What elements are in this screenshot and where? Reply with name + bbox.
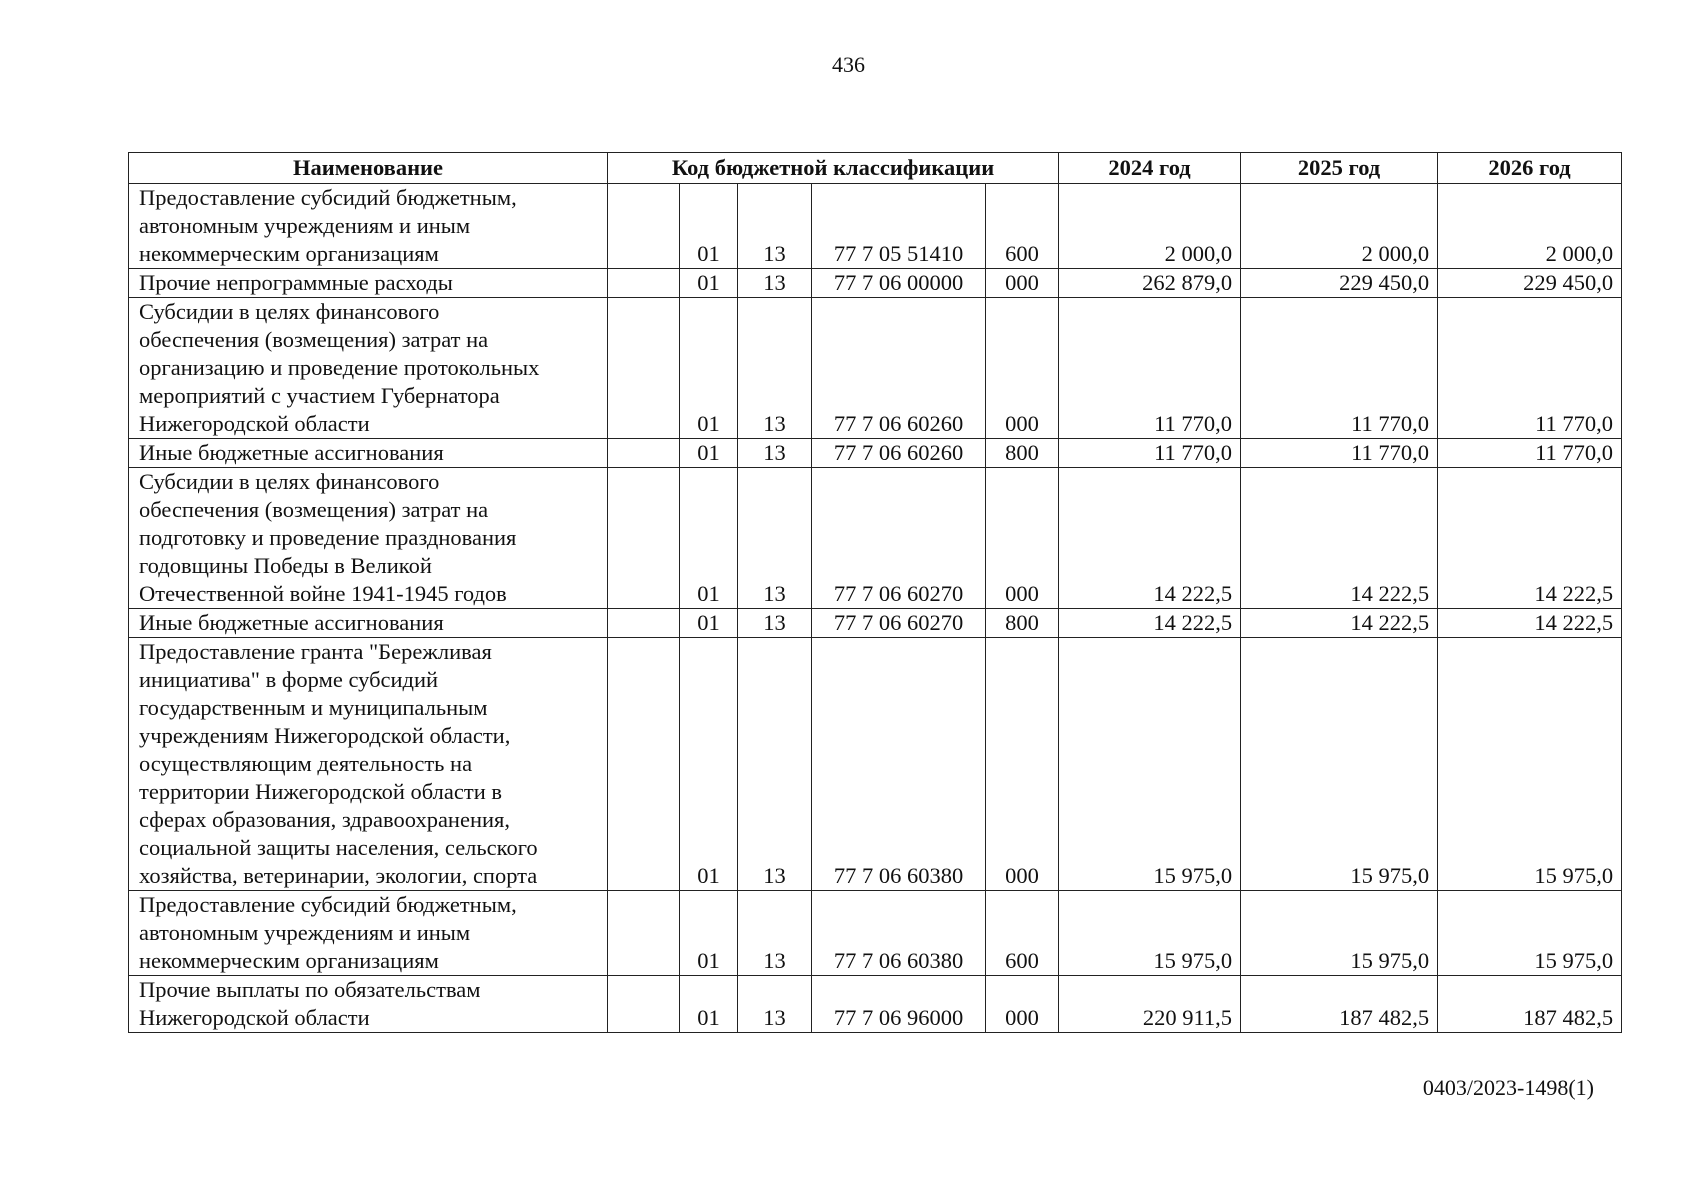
- cell-amount-2025: 15 975,0: [1241, 638, 1438, 891]
- cell-code-blank: [608, 609, 680, 638]
- cell-code-target: 77 7 06 60380: [812, 891, 986, 976]
- cell-code-section: 01: [680, 468, 738, 609]
- cell-amount-2026: 2 000,0: [1438, 184, 1622, 269]
- cell-amount-2024: 11 770,0: [1059, 298, 1241, 439]
- cell-code-target: 77 7 06 60260: [812, 439, 986, 468]
- cell-amount-2024: 2 000,0: [1059, 184, 1241, 269]
- cell-amount-2025: 11 770,0: [1241, 439, 1438, 468]
- cell-code-section: 01: [680, 976, 738, 1033]
- cell-code-subsection: 13: [738, 269, 812, 298]
- cell-amount-2026: 15 975,0: [1438, 891, 1622, 976]
- cell-code-blank: [608, 298, 680, 439]
- cell-name: Субсидии в целях финансового обеспечения (возмещения) затрат на организацию и проведение протокольных мероприятий с участием Губернатора Нижегородской области: [129, 298, 608, 439]
- cell-code-expense-type: 000: [986, 269, 1059, 298]
- cell-amount-2024: 220 911,5: [1059, 976, 1241, 1033]
- cell-code-section: 01: [680, 638, 738, 891]
- cell-code-target: 77 7 06 60380: [812, 638, 986, 891]
- cell-amount-2024: 262 879,0: [1059, 269, 1241, 298]
- cell-code-blank: [608, 638, 680, 891]
- cell-amount-2026: 229 450,0: [1438, 269, 1622, 298]
- cell-name: Иные бюджетные ассигнования: [129, 439, 608, 468]
- cell-code-blank: [608, 269, 680, 298]
- cell-amount-2025: 14 222,5: [1241, 609, 1438, 638]
- cell-code-target: 77 7 06 60270: [812, 468, 986, 609]
- cell-amount-2025: 229 450,0: [1241, 269, 1438, 298]
- cell-code-subsection: 13: [738, 638, 812, 891]
- page-number: 436: [832, 52, 865, 77]
- cell-code-section: 01: [680, 269, 738, 298]
- cell-code-expense-type: 800: [986, 609, 1059, 638]
- cell-name: Предоставление субсидий бюджетным, автономным учреждениям и иным некоммерческим организациям: [129, 891, 608, 976]
- header-2026: 2026 год: [1438, 153, 1622, 184]
- table-row: [129, 891, 1622, 976]
- cell-amount-2025: 2 000,0: [1241, 184, 1438, 269]
- cell-code-blank: [608, 891, 680, 976]
- cell-amount-2025: 187 482,5: [1241, 976, 1438, 1033]
- cell-code-expense-type: 600: [986, 891, 1059, 976]
- table-row: [129, 298, 1622, 439]
- cell-code-subsection: 13: [738, 298, 812, 439]
- cell-amount-2026: 11 770,0: [1438, 439, 1622, 468]
- cell-code-section: 01: [680, 609, 738, 638]
- cell-name: Прочие непрограммные расходы: [129, 269, 608, 298]
- cell-code-blank: [608, 439, 680, 468]
- cell-code-expense-type: 000: [986, 468, 1059, 609]
- cell-amount-2024: 15 975,0: [1059, 891, 1241, 976]
- header-2024: 2024 год: [1059, 153, 1241, 184]
- table-row: [129, 468, 1622, 609]
- table-header: [129, 153, 1622, 184]
- budget-table: [128, 152, 1622, 1033]
- table-row: [129, 269, 1622, 298]
- cell-amount-2024: 15 975,0: [1059, 638, 1241, 891]
- cell-code-subsection: 13: [738, 184, 812, 269]
- cell-code-expense-type: 600: [986, 184, 1059, 269]
- cell-amount-2026: 187 482,5: [1438, 976, 1622, 1033]
- cell-code-subsection: 13: [738, 891, 812, 976]
- cell-code-section: 01: [680, 184, 738, 269]
- cell-amount-2026: 14 222,5: [1438, 468, 1622, 609]
- cell-code-subsection: 13: [738, 439, 812, 468]
- cell-code-subsection: 13: [738, 468, 812, 609]
- cell-amount-2024: 14 222,5: [1059, 468, 1241, 609]
- table-row: [129, 609, 1622, 638]
- cell-code-target: 77 7 05 51410: [812, 184, 986, 269]
- cell-amount-2024: 11 770,0: [1059, 439, 1241, 468]
- cell-code-target: 77 7 06 60270: [812, 609, 986, 638]
- cell-code-blank: [608, 184, 680, 269]
- cell-amount-2025: 11 770,0: [1241, 298, 1438, 439]
- cell-name: Субсидии в целях финансового обеспечения (возмещения) затрат на подготовку и проведение празднования годовщины Победы в Великой Отечественной войне 1941-1945 годов: [129, 468, 608, 609]
- cell-code-target: 77 7 06 00000: [812, 269, 986, 298]
- cell-code-expense-type: 000: [986, 638, 1059, 891]
- cell-amount-2024: 14 222,5: [1059, 609, 1241, 638]
- cell-name: Прочие выплаты по обязательствам Нижегородской области: [129, 976, 608, 1033]
- cell-amount-2025: 15 975,0: [1241, 891, 1438, 976]
- cell-amount-2025: 14 222,5: [1241, 468, 1438, 609]
- cell-code-expense-type: 000: [986, 298, 1059, 439]
- cell-code-target: 77 7 06 60260: [812, 298, 986, 439]
- cell-amount-2026: 14 222,5: [1438, 609, 1622, 638]
- cell-code-subsection: 13: [738, 609, 812, 638]
- header-name: Наименование: [129, 153, 608, 184]
- cell-amount-2026: 15 975,0: [1438, 638, 1622, 891]
- cell-code-expense-type: 800: [986, 439, 1059, 468]
- cell-amount-2026: 11 770,0: [1438, 298, 1622, 439]
- table-body: [129, 184, 1622, 1033]
- cell-name: Предоставление гранта "Бережливая инициатива" в форме субсидий государственным и муниципальным учреждениям Нижегородской области, осуществляющим деятельность на территории Нижегородской области в сферах образования, здравоохранения, социальной защиты населения, сельского хозяйства, ветеринарии, экологии, спорта: [129, 638, 608, 891]
- cell-code-section: 01: [680, 439, 738, 468]
- cell-code-blank: [608, 976, 680, 1033]
- header-budget-code: Код бюджетной классификации: [608, 153, 1059, 184]
- header-2025: 2025 год: [1241, 153, 1438, 184]
- table-row: [129, 184, 1622, 269]
- cell-code-subsection: 13: [738, 976, 812, 1033]
- cell-code-blank: [608, 468, 680, 609]
- cell-code-expense-type: 000: [986, 976, 1059, 1033]
- table-row: [129, 439, 1622, 468]
- cell-code-section: 01: [680, 298, 738, 439]
- cell-code-target: 77 7 06 96000: [812, 976, 986, 1033]
- table-row: [129, 638, 1622, 891]
- cell-name: Предоставление субсидий бюджетным, автономным учреждениям и иным некоммерческим организациям: [129, 184, 608, 269]
- cell-code-section: 01: [680, 891, 738, 976]
- table-row: [129, 976, 1622, 1033]
- document-id: 0403/2023-1498(1): [1422, 1075, 1594, 1100]
- cell-name: Иные бюджетные ассигнования: [129, 609, 608, 638]
